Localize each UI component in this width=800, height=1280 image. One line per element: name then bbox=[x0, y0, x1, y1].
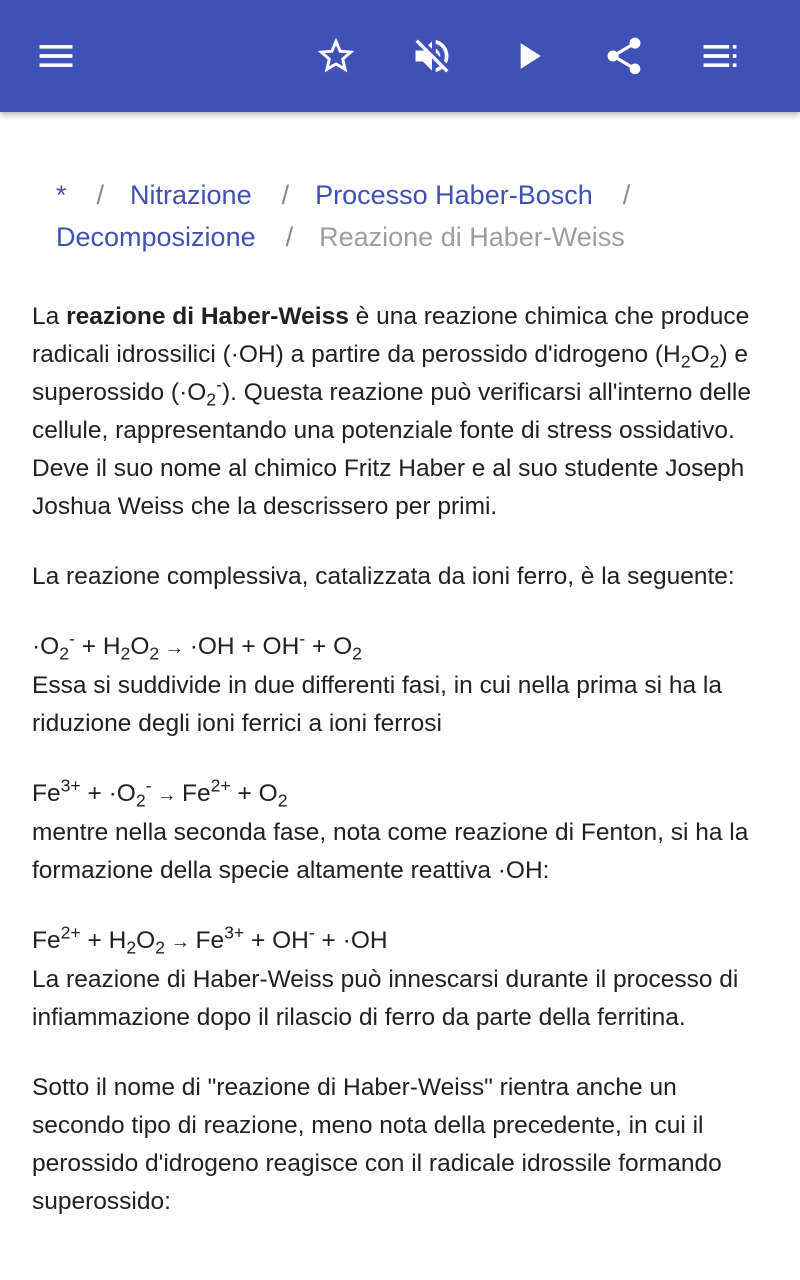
reaction-intro-paragraph: La reazione complessiva, catalizzata da ioni ferro, è la seguente: bbox=[32, 563, 735, 590]
breadcrumb-separator: / bbox=[622, 180, 631, 210]
breadcrumb-home[interactable]: * bbox=[56, 180, 67, 210]
equation-phase-two: $Fe^{2+} + H_2O_2 \to Fe^{3+} + OH^- + \cdot OH$ bbox=[32, 922, 388, 958]
contents-button[interactable] bbox=[688, 24, 752, 88]
breadcrumb-decomposizione[interactable]: Decomposizione bbox=[56, 222, 256, 252]
phases-paragraph: Essa si suddivide in due differenti fasi, in cui nella prima si ha la riduzione degli ioni ferrici a ioni ferrosi bbox=[32, 672, 722, 737]
playlist-icon bbox=[698, 34, 742, 78]
menu-button[interactable] bbox=[24, 24, 88, 88]
share-icon bbox=[602, 34, 646, 78]
breadcrumb-separator: / bbox=[285, 222, 294, 252]
inflammation-paragraph: La reazione di Haber-Weiss può innescarsi durante il processo di infiammazione dopo il rilascio di ferro da parte della ferritina. bbox=[32, 966, 739, 1031]
second-reaction-paragraph: Sotto il nome di "reazione di Haber-Weiss" rientra anche un secondo tipo di reazione, meno nota della precedente, in cui il perossido d'idrogeno reagisce con il radicale idrossile formando superossido: bbox=[32, 1074, 722, 1215]
menu-icon bbox=[34, 34, 78, 78]
intro-paragraph: La reazione di Haber-Weiss è una reazione chimica che produce radicali idrossilici (·OH) a partire da perossido d'idrogeno $(H_2O_2)$ e superossido $(\cdot O_2^-)$. Questa reazione può verificarsi all'interno delle cellule, rappresentando una potenziale fonte di stress ossidativo. Deve il suo nome al chimico Fritz Haber e al suo studente Joseph Joshua Weiss che la descrissero per primi. bbox=[32, 303, 751, 520]
breadcrumb-separator: / bbox=[281, 180, 290, 210]
breadcrumb bbox=[56, 174, 776, 258]
play-button[interactable] bbox=[496, 24, 560, 88]
play-icon bbox=[506, 34, 550, 78]
breadcrumb-separator: / bbox=[96, 180, 105, 210]
bookmark-button[interactable] bbox=[304, 24, 368, 88]
breadcrumb-current: Reazione di Haber-Weiss bbox=[319, 222, 625, 252]
equation-phase-one: $Fe^{3+} + \cdot O_2^- \to Fe^{2+} + O_2$ bbox=[32, 775, 288, 811]
article-body bbox=[32, 298, 772, 1253]
star-icon bbox=[314, 34, 358, 78]
app-toolbar bbox=[0, 0, 800, 112]
equation-overall: $\cdot O_2^- + H_2O_2 \to \cdot OH + OH^- + O_2$ bbox=[32, 628, 362, 664]
content-area bbox=[0, 112, 800, 1280]
volume-off-icon bbox=[410, 34, 454, 78]
breadcrumb-nitrazione[interactable]: Nitrazione bbox=[130, 180, 252, 210]
article-subject: reazione di Haber-Weiss bbox=[66, 303, 349, 330]
share-button[interactable] bbox=[592, 24, 656, 88]
mute-button[interactable] bbox=[400, 24, 464, 88]
breadcrumb-haber-bosch[interactable]: Processo Haber-Bosch bbox=[315, 180, 593, 210]
fenton-paragraph: mentre nella seconda fase, nota come reazione di Fenton, si ha la formazione della specie altamente reattiva ·OH: bbox=[32, 819, 749, 884]
